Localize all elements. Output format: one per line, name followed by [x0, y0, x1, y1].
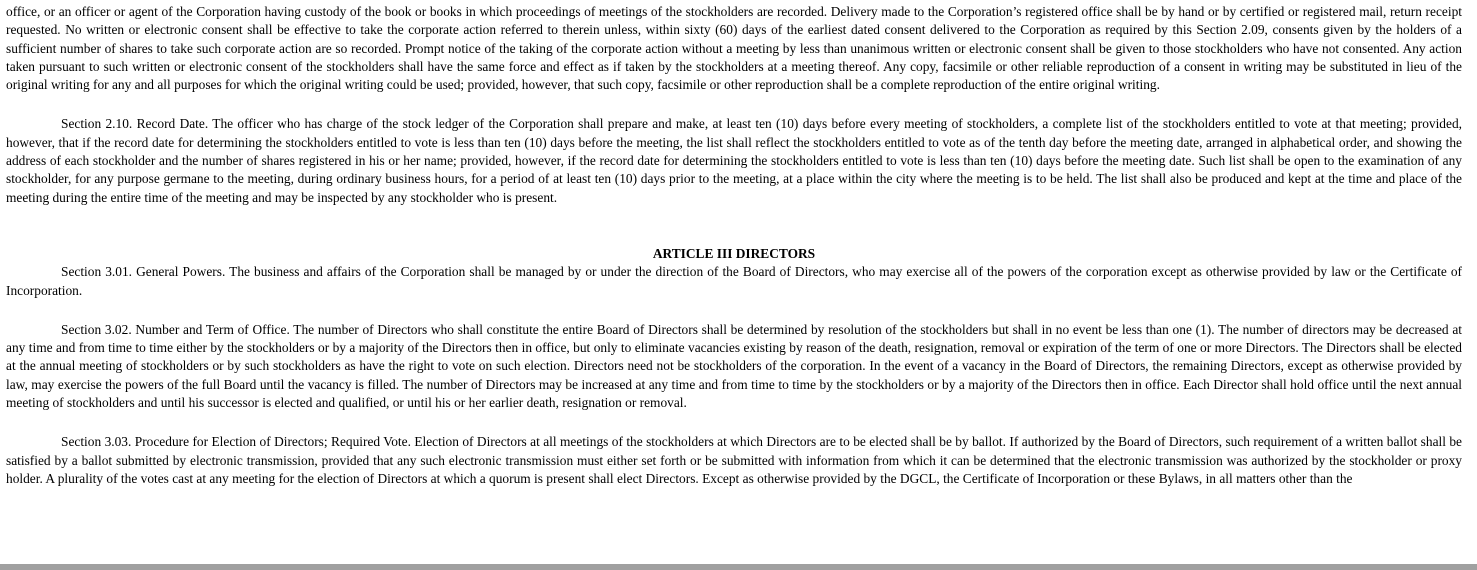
paragraph-section-3-03: Section 3.03. Procedure for Election of Directors; Required Vote. Election of Directors at all meetings of the stockholders at which Directors are to be elected shall be by ballot. If authorized by the Board of Directors, such requirement of a written ballot shall be satisfied by a ballot submitted by electronic transmission, provided that any such electronic transmission must either set forth or be submitted with information from which it can be determined that the electronic transmission was authorized by the stockholder or proxy holder. A plurality of the votes cast at any meeting for the election of Directors at which a quorum is present shall elect Directors. Except as otherwise provided by the DGCL, the Certificate of Incorporation or these Bylaws, in all matters other than the [6, 434, 1462, 486]
paragraph-section-3-02: Section 3.02. Number and Term of Office. The number of Directors who shall constitute the entire Board of Directors shall be determined by resolution of the stockholders but shall in no event be less than one (1). The number of directors may be decreased at any time and from time to time either by the stockholders or by a majority of the Directors then in office, but only to eliminate vacancies existing by reason of the death, resignation, removal or expiration of the term of one or more Directors. The Directors shall be elected at the annual meeting of stockholders or by such stockholders as have the right to vote on such election. Directors need not be stockholders of the corporation. In the event of a vacancy in the Board of Directors, the remaining Directors, except as otherwise provided by law, may exercise the powers of the full Board until the vacancy is filled. The number of Directors may be increased at any time and from time to time by the stockholders or by a majority of the Directors then in office. Each Director shall hold office until the next annual meeting of stockholders and until his successor is elected and qualified, or until his or her earlier death, resignation or removal. [6, 321, 1462, 411]
paragraph-section-2-09-continued: office, or an officer or agent of the Corporation having custody of the book or books in which proceedings of meetings of the stockholders are recorded. Delivery made to the Corporation’s registered office shall be by hand or by certified or registered mail, return receipt requested. No written or electronic consent shall be effective to take the corporate action referred to therein unless, within sixty (60) days of the earliest dated consent delivered to the Corporation as required by this Section 2.09, consents given by the holders of a sufficient number of shares to take such corporate action are so recorded. Prompt notice of the taking of the corporate action without a meeting by less than unanimous written or electronic consent shall be given to those stockholders who have not consented. Any action taken pursuant to such written or electronic consent of the stockholders shall have the same force and effect as if taken by the stockholders at a meeting thereof. Any copy, facsimile or other reliable reproduction of a consent in writing may be substituted in lieu of the original writing for any and all purposes for which the original writing could be used; provided, however, that such copy, facsimile or other reproduction shall be a complete reproduction of the entire original writing. [6, 4, 1462, 93]
article-heading: ARTICLE III DIRECTORS [652, 245, 816, 261]
document-body [6, 3, 1462, 488]
paragraph-section-2-10: Section 2.10. Record Date. The officer who has charge of the stock ledger of the Corporation shall prepare and make, at least ten (10) days before every meeting of stockholders, a complete list of the stockholders entitled to vote at that meeting; provided, however, that if the record date for determining the stockholders entitled to vote is less than ten (10) days before the meeting, the list shall reflect the stockholders entitled to vote as of the tenth day before the meeting date, arranged in alphabetical order, and showing the address of each stockholder and the number of shares registered in his or her name; provided, however, if the record date for determining the stockholders entitled to vote is less than ten (10) days before the meeting date. Such list shall be open to the examination of any stockholder, for any purpose germane to the meeting, during ordinary business hours, for a period of at least ten (10) days prior to the meeting, at a place within the city where the meeting is to be held. The list shall also be produced and kept at the time and place of the meeting during the entire time of the meeting and may be inspected by any stockholder who is present. [6, 116, 1462, 205]
horizontal-scrollbar[interactable] [0, 564, 1477, 570]
paragraph-section-3-01: Section 3.01. General Powers. The business and affairs of the Corporation shall be managed by or under the direction of the Board of Directors, who may exercise all of the powers of the corporation except as otherwise provided by law or the Certificate of Incorporation. [6, 264, 1462, 298]
